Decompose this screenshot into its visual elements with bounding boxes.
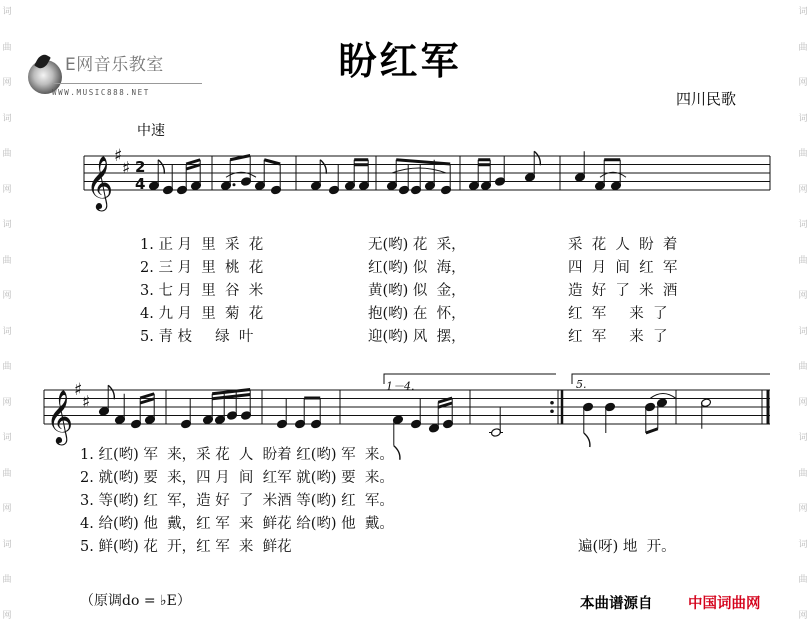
watermark-char: 词 (2, 326, 12, 337)
sharp-f-icon: ♯ (74, 380, 83, 400)
watermark-char: 曲 (2, 575, 12, 585)
slur (392, 168, 446, 173)
repeat-dot (550, 401, 554, 405)
note-beam (646, 429, 658, 433)
watermark-char: 网 (798, 397, 808, 408)
watermark-char: 词 (798, 113, 808, 124)
watermark-char: 网 (2, 397, 12, 408)
note-flag (584, 433, 590, 447)
volta-second-label: 5. (576, 378, 587, 391)
volta-first-label: 1－4. (386, 380, 415, 393)
lyric-segment: 1. 正 月 里 采 花 (140, 237, 264, 253)
lyric-segment: 2. 就(哟) 要 来，四 月 间 红军 就(哟) 要 来。 (80, 470, 394, 486)
sharp-c-icon: ♯ (82, 392, 91, 413)
watermark-char: 曲 (798, 42, 808, 53)
note-dot (233, 183, 236, 186)
footer-source-label: 本曲谱源自 (580, 596, 653, 612)
watermark-char: 曲 (798, 362, 808, 372)
note-flag (320, 160, 326, 174)
note-beam (140, 394, 154, 398)
watermark-char: 网 (798, 504, 808, 514)
watermark-char: 曲 (2, 362, 12, 372)
watermark-char: 网 (2, 291, 12, 301)
watermark-char: 曲 (2, 149, 12, 159)
treble-clef-icon: 𝄞 (86, 155, 114, 209)
watermark-char: 词 (2, 433, 12, 443)
tempo-marking: 中速 (137, 123, 165, 139)
watermark-char: 曲 (798, 149, 808, 159)
note-flag (394, 446, 400, 460)
watermark-char: 词 (798, 7, 808, 17)
repeat-dot (550, 409, 554, 413)
time-signature-bottom: 4 (135, 175, 146, 193)
lyric-segment: 4. 九 月 里 菊 花 (140, 306, 264, 322)
lyric-segment: 4. 给(哟) 他 戴，红 军 来 鲜花 给(哟) 他 戴。 (80, 516, 394, 532)
logo-url: WWW.MUSIC888.NET (52, 88, 150, 97)
song-origin: 四川民歌 (676, 90, 737, 108)
watermark-char: 词 (2, 113, 12, 124)
watermark-char: 网 (798, 610, 808, 621)
watermark-char: 词 (798, 326, 808, 337)
watermark-char: 网 (2, 78, 12, 88)
note-beam (140, 399, 154, 403)
lyric-segment: 红(哟) 似 海， (368, 260, 466, 276)
lyric-segment: 迎(哟) 风 摆， (368, 329, 466, 345)
lyric-segment: 采 花 人 盼 着 (568, 237, 678, 253)
treble-clef-icon: 𝄞 (46, 389, 74, 443)
lyric-segment: 四 月 间 红 军 (568, 260, 678, 276)
lyric-segment: 3. 等(哟) 红 军，造 好 了 米酒 等(哟) 红 军。 (80, 493, 394, 509)
note-beam (264, 160, 280, 164)
lyric-segment: 黄(哟) 似 金， (368, 283, 466, 299)
watermark-char: 曲 (2, 468, 12, 479)
lyric-segment: 遍(呀) 地 开。 (578, 539, 676, 555)
original-key-note: （原调do = ♭E） (80, 593, 191, 609)
lyric-segment: 5. 鲜(哟) 花 开，红 军 来 鲜花 (80, 539, 292, 555)
footer-site-name[interactable]: 中国词曲网 (688, 596, 761, 612)
watermark-char: 词 (2, 539, 12, 550)
song-title: 盼红军 (338, 39, 462, 83)
sharp-f-icon: ♯ (114, 146, 123, 166)
lyric-segment: 无(哟) 花 采， (368, 237, 466, 253)
lyric-segment: 红 军 来 了 (568, 329, 668, 345)
staff-system-1 (84, 146, 770, 211)
note-beam (396, 160, 450, 164)
watermark-char: 曲 (2, 42, 12, 53)
watermark-char: 网 (2, 610, 12, 621)
logo-name: E网音乐教室 (65, 55, 164, 75)
lyric-segment: 5. 青 枝 绿 叶 (140, 329, 254, 345)
lyric-segment: 2. 三 月 里 桃 花 (140, 260, 264, 276)
time-signature-top: 2 (135, 158, 146, 176)
note-flag (534, 151, 540, 165)
note-beam (186, 160, 200, 164)
watermark-char: 网 (2, 504, 12, 514)
watermark-char: 曲 (2, 255, 12, 266)
watermark-char: 词 (2, 220, 12, 230)
watermark-char: 词 (2, 7, 12, 17)
watermark-char: 网 (798, 291, 808, 301)
watermark-char: 网 (798, 184, 808, 195)
volta-second-bracket (572, 374, 770, 384)
watermark-char: 曲 (798, 468, 808, 479)
lyric-segment: 抱(哟) 在 怀， (368, 306, 466, 322)
watermark-char: 曲 (798, 255, 808, 266)
lyric-segment: 3. 七 月 里 谷 米 (140, 283, 264, 299)
watermark-char: 网 (2, 184, 12, 195)
lyric-segment: 1. 红(哟) 军 来，采 花 人 盼着 红(哟) 军 来。 (80, 447, 394, 463)
watermark-char: 曲 (798, 575, 808, 585)
watermark-char: 词 (798, 220, 808, 230)
note-beam (186, 165, 200, 169)
note-flag (158, 160, 164, 174)
lyric-segment: 红 军 来 了 (568, 306, 668, 322)
watermark-char: 词 (798, 433, 808, 443)
note-flag (108, 385, 114, 399)
slur (650, 394, 676, 399)
watermark-char: 词 (798, 539, 808, 550)
lyric-segment: 造 好 了 米 酒 (568, 283, 678, 299)
sharp-c-icon: ♯ (122, 158, 131, 179)
watermark-char: 网 (798, 78, 808, 88)
